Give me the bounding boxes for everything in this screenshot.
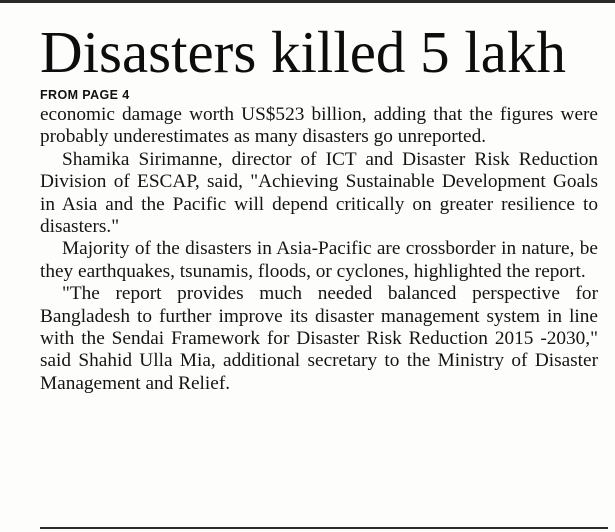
- headline: Disasters killed 5 lakh: [40, 19, 566, 85]
- paragraph-4: "The report provides much needed balanced perspective for Bangladesh to further improve its disaster management system in line with the Sendai Framework for Disaster Risk Reduction 2015 -2030," said Shahid Ulla Mia, additional secretary to the Ministry of Disaster Management and Relief.: [40, 283, 598, 394]
- paragraph-2: Shamika Sirimanne, director of ICT and Disaster Risk Reduction Division of ESCAP, said, "Achieving Sustainable Development Goals in Asia and the Pacific will depend critically on greater resilience to disasters.": [40, 148, 598, 238]
- paragraph-1: economic damage worth US$523 billion, adding that the figures were probably underestimates as many disasters go unreported.: [40, 104, 598, 148]
- bottom-rule: [40, 527, 608, 529]
- jump-label: FROM PAGE 4: [40, 88, 130, 102]
- article-body: [40, 104, 598, 395]
- paragraph-3: Majority of the disasters in Asia-Pacific are crossborder in nature, be they earthquakes, tsunamis, floods, or cyclones, highlighted the report.: [40, 238, 598, 282]
- top-rule: [0, 0, 615, 3]
